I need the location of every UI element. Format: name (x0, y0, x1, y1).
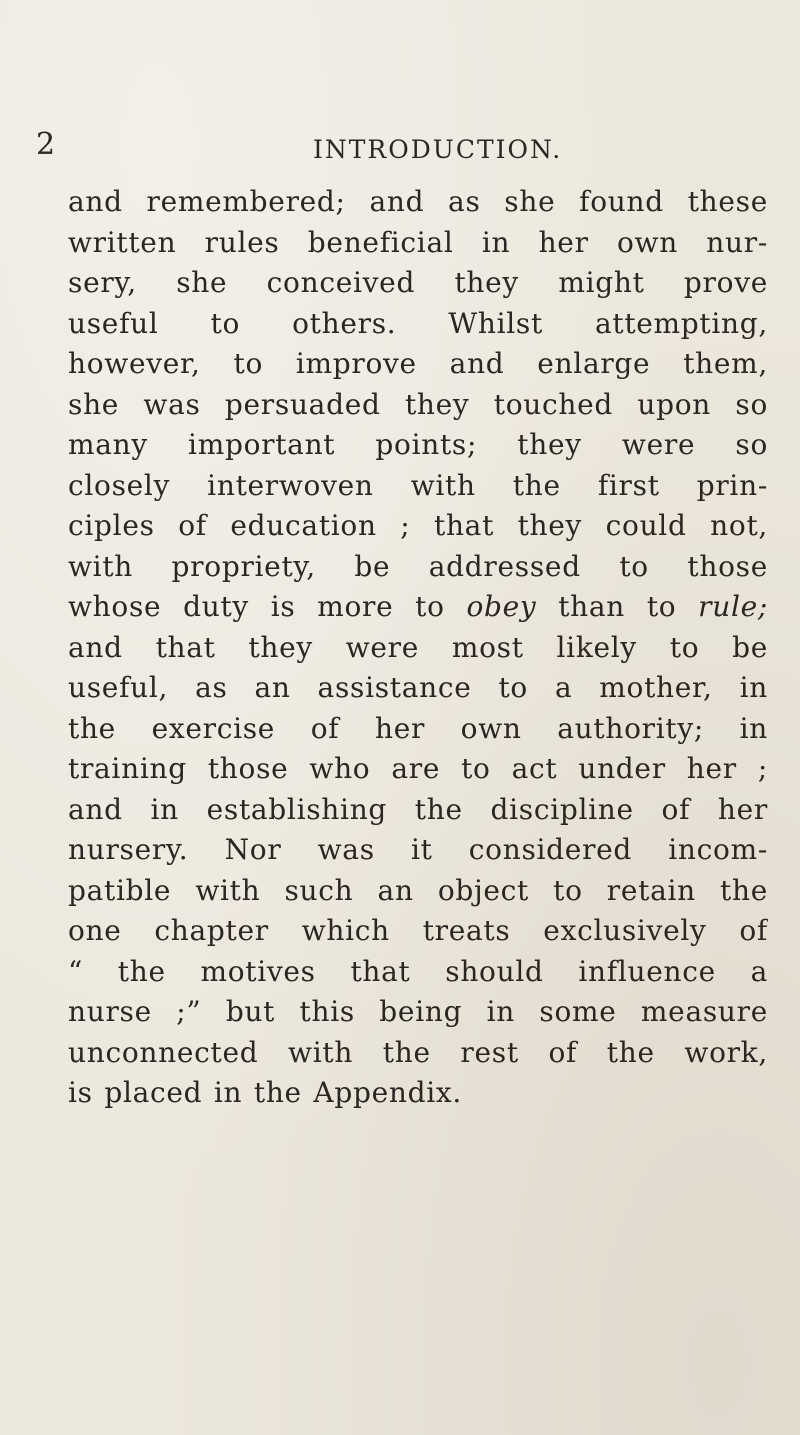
text-line: ciples of education ; that they could not, (68, 509, 768, 542)
page-number: 2 (36, 127, 56, 162)
text-line-last: is placed in the Appendix. (68, 1076, 462, 1109)
text-line: written rules beneficial in her own nur- (68, 225, 768, 259)
text-line: the exercise of her own authority; in (68, 711, 768, 745)
text-line: sery, she conceived they might prove (68, 266, 768, 299)
text-line: useful, as an assistance to a mother, in (68, 671, 768, 704)
text-line: however, to improve and enlarge them, (68, 347, 768, 380)
text-line: training those who are to act under her ; (68, 752, 768, 785)
text-line: one chapter which treats exclusively of (68, 914, 768, 947)
text-line: she was persuaded they touched upon so (68, 387, 768, 421)
text-segment: than to (536, 590, 699, 623)
italic-word-obey: obey (466, 590, 537, 623)
text-line: unconnected with the rest of the work, (68, 1035, 768, 1069)
body-text (68, 182, 768, 1114)
text-line: patible with such an object to retain the (68, 873, 768, 907)
text-line: closely interwoven with the first prin- (68, 468, 768, 502)
text-line: nursery. Nor was it considered incom- (68, 833, 768, 866)
text-line: and remembered; and as she found these (68, 185, 768, 218)
text-line: useful to others. Whilst attempting, (68, 306, 768, 340)
text-line: and in establishing the discipline of her (68, 792, 768, 826)
text-line: and that they were most likely to be (68, 630, 768, 664)
text-line: many important points; they were so (68, 428, 768, 461)
running-head: INTRODUCTION. (313, 135, 563, 164)
text-segment: whose duty is more to (68, 590, 467, 623)
text-line: with propriety, be addressed to those (68, 549, 768, 583)
text-line: “ the motives that should influence a (68, 954, 768, 988)
italic-word-rule: rule; (698, 590, 768, 623)
text-line: nurse ;” but this being in some measure (68, 995, 768, 1028)
text-line-with-italics (68, 587, 768, 628)
